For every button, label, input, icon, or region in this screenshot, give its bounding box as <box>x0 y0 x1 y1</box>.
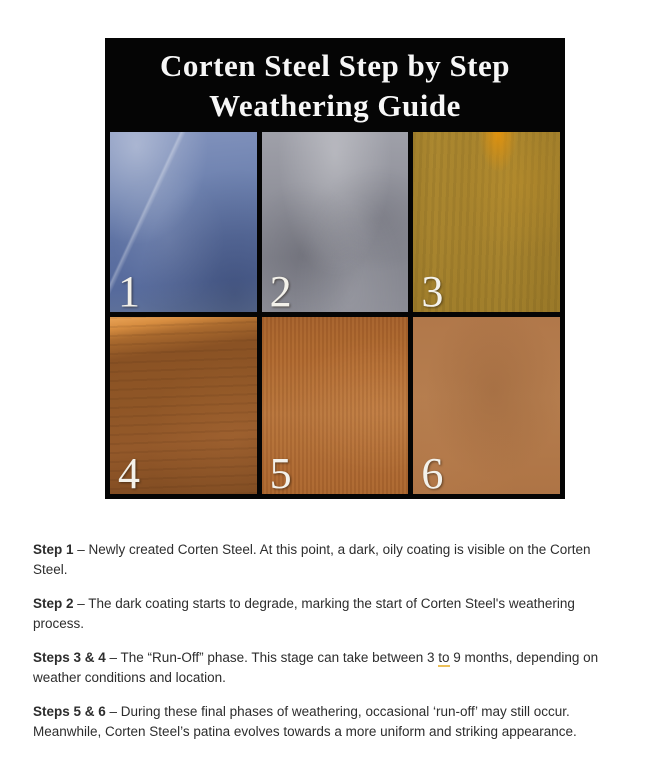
steps-5-6-text: – During these final phases of weathering, occasional ‘run-off’ may still occur. Meanwhile, Corten Steel’s patina evolves towards a more uniform and striking appearance. <box>33 704 577 739</box>
step-descriptions <box>33 540 618 756</box>
stage-number-1: 1 <box>118 267 140 312</box>
poster-title-line-2: Weathering Guide <box>209 88 461 123</box>
weathering-stage-panel-5 <box>262 317 409 494</box>
weathering-stage-panel-1 <box>110 132 257 312</box>
step-2-label: Step 2 <box>33 596 74 611</box>
steps-5-6-label: Steps 5 & 6 <box>33 704 106 719</box>
weathering-stage-panel-2 <box>262 132 409 312</box>
step-1-label: Step 1 <box>33 542 74 557</box>
steps-3-4-text-after: 9 months, depending on weather conditions and location. <box>33 650 599 685</box>
stage-number-6: 6 <box>421 449 444 494</box>
weathering-stages-grid <box>105 132 565 499</box>
weathering-stage-panel-6 <box>413 317 560 494</box>
weathering-stage-panel-3 <box>413 132 560 312</box>
steps-5-6-description <box>33 702 618 741</box>
poster-title <box>105 38 565 132</box>
step-1-text: – Newly created Corten Steel. At this point, a dark, oily coating is visible on the Corten Steel. <box>33 542 591 577</box>
steps-3-4-description <box>33 648 618 687</box>
poster-title-line-1: Corten Steel Step by Step <box>159 48 511 83</box>
grammar-marked-word: to <box>438 650 450 665</box>
stage-number-5: 5 <box>269 449 292 494</box>
step-1-description <box>33 540 618 579</box>
stage-number-3: 3 <box>421 267 444 312</box>
step-2-description <box>33 594 618 633</box>
steps-3-4-label: Steps 3 & 4 <box>33 650 106 665</box>
step-2-text: – The dark coating starts to degrade, marking the start of Corten Steel's weathering process. <box>33 596 575 631</box>
stage-number-2: 2 <box>269 267 292 312</box>
weathering-stage-panel-4 <box>110 317 257 494</box>
stage-number-4: 4 <box>118 449 140 494</box>
steps-3-4-text-before: – The “Run-Off” phase. This stage can take between 3 <box>105 650 439 665</box>
weathering-guide-poster <box>105 38 565 499</box>
